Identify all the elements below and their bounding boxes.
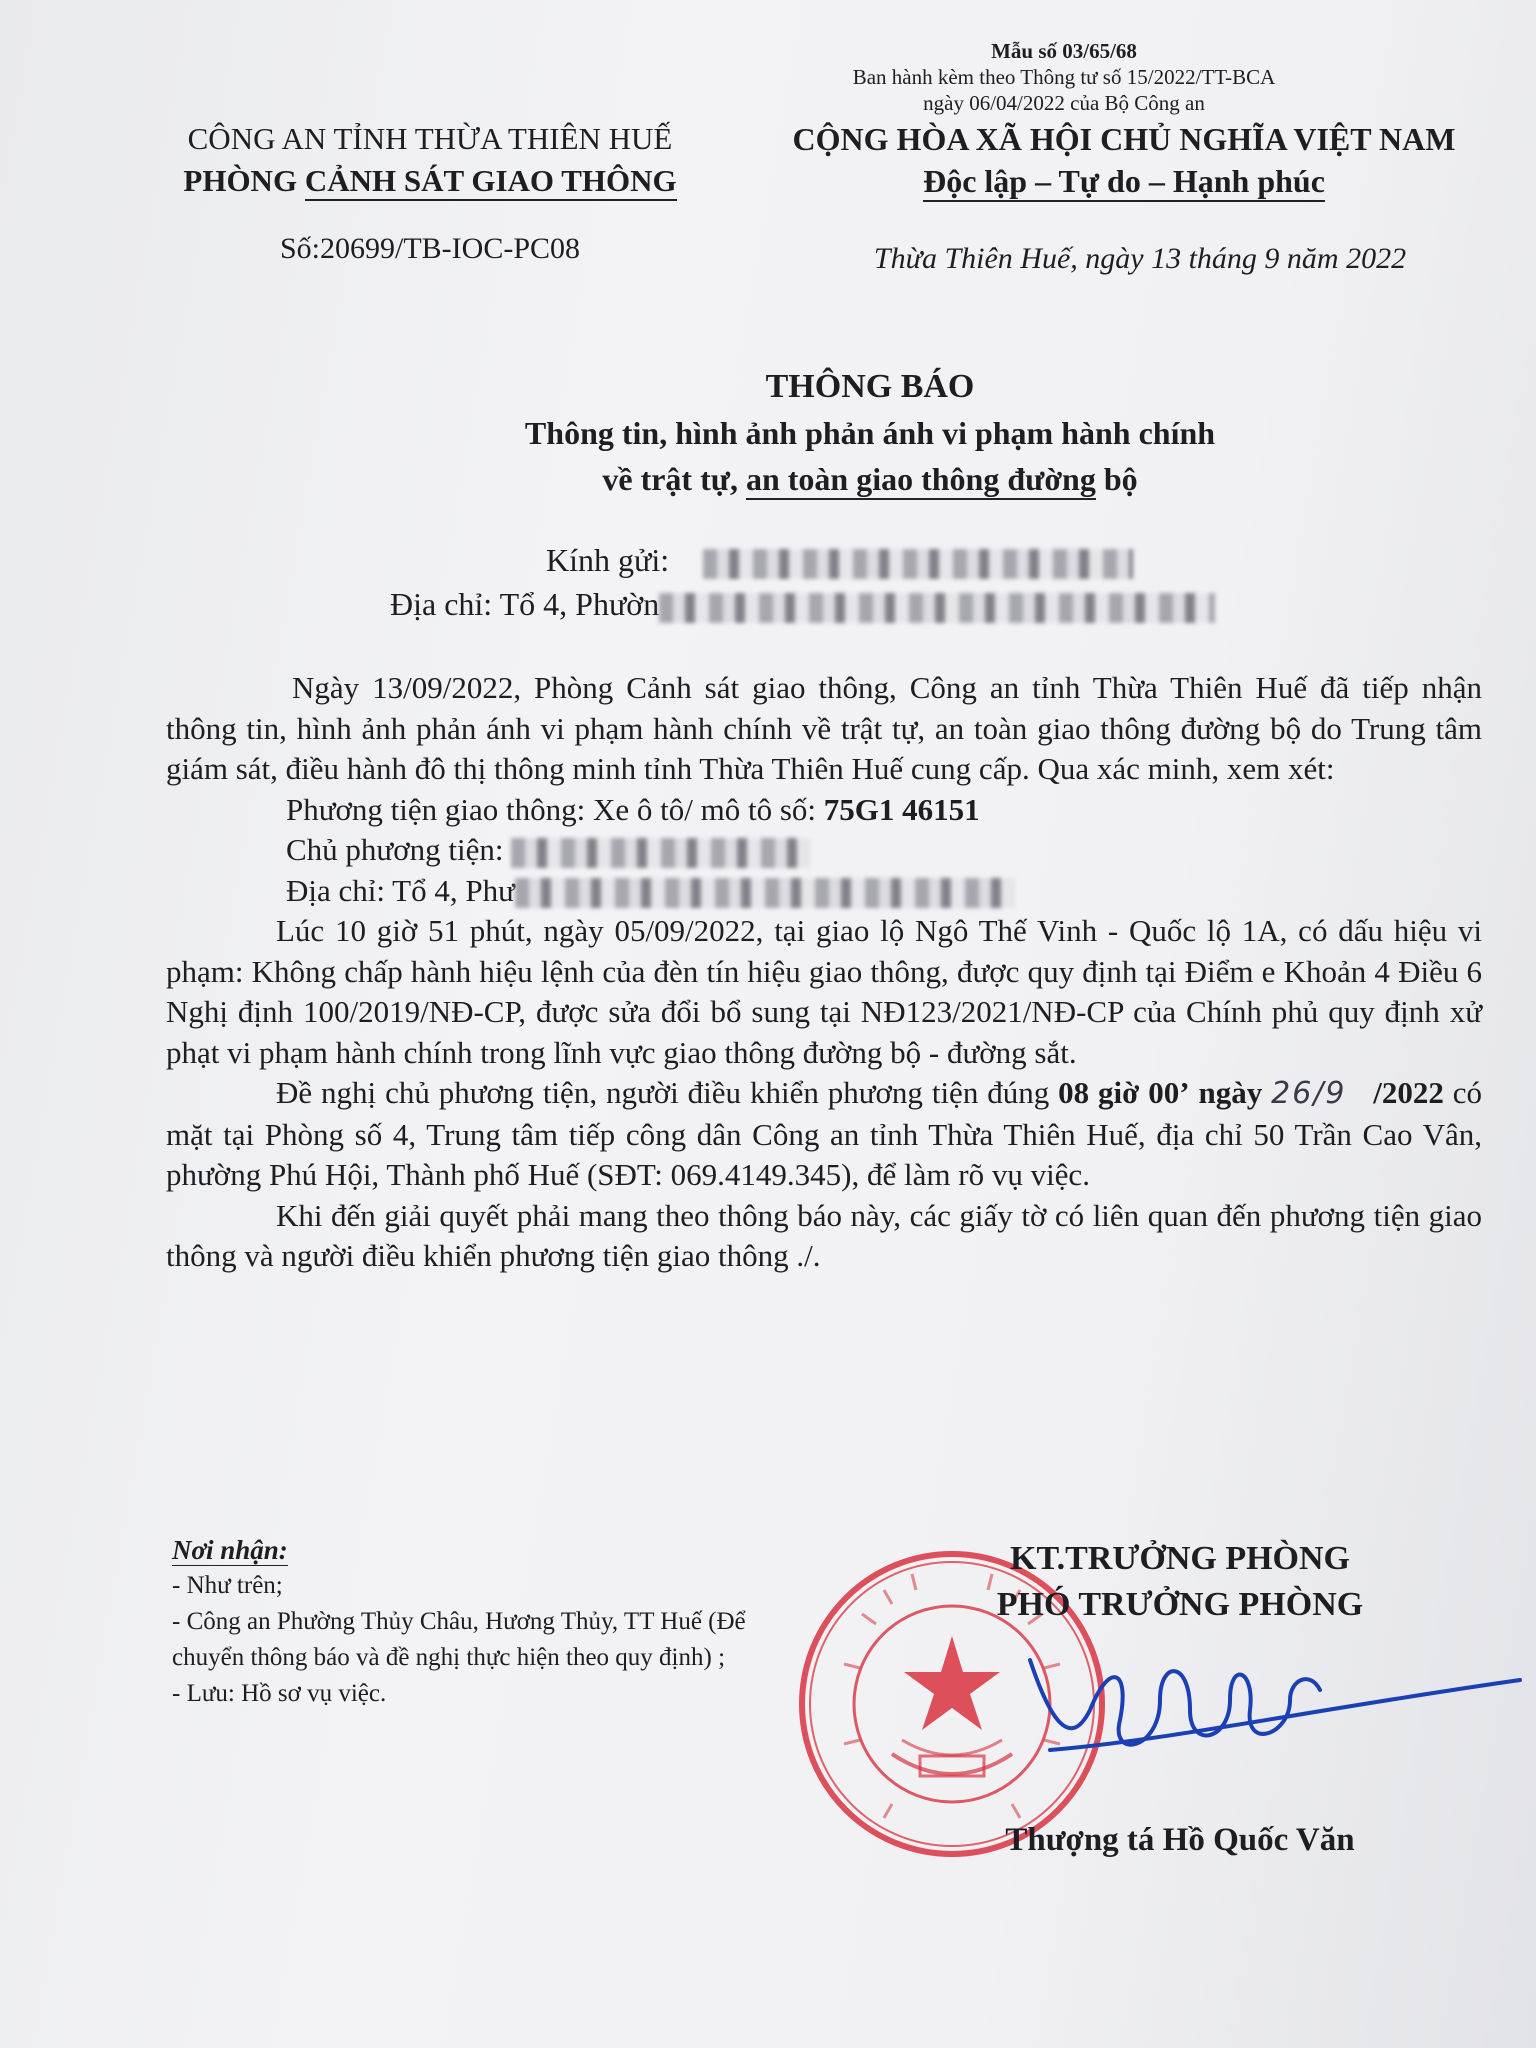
redacted-recipient-name	[703, 549, 1133, 579]
agency-parent: CÔNG AN TỈNH THỪA THIÊN HUẾ	[187, 121, 673, 156]
handwritten-signature-icon	[990, 1640, 1530, 1770]
document-title	[250, 364, 1490, 502]
agency-header	[140, 118, 720, 202]
form-issued-date: ngày 06/04/2022 của Bộ Công an	[923, 91, 1205, 115]
handwritten-date: 26/9	[1271, 1076, 1347, 1111]
recipients-list	[172, 1532, 812, 1712]
appointment-year: /2022	[1373, 1075, 1444, 1110]
owner-address-line: Địa chỉ: Tổ 4, Phư	[166, 871, 1482, 912]
vehicle-plate: 75G1 46151	[823, 791, 980, 827]
paragraph-request: Đề nghị chủ phương tiện, người điều khiển phương tiện đúng 08 giờ 00’ ngày 26/9 /2022 có mặt tại Phòng số 4, Trung tâm tiếp công dân Công an tỉnh Thừa Thiên Huế, địa chỉ 50 Trần Cao Vân, phường Phú Hội, Thành phố Huế (SĐT: 069.4149.345), để làm rõ vụ việc.	[166, 1075, 1483, 1192]
redacted-owner-name	[511, 838, 811, 868]
recipient-address-label: Địa chỉ: Tổ 4, Phườn	[390, 586, 660, 622]
redacted-recipient-address	[659, 593, 1215, 623]
notice-body	[166, 668, 1482, 1277]
recipient-item: - Như trên;	[172, 1572, 283, 1599]
recipient-to-row	[390, 538, 1215, 582]
nation-motto: Độc lập – Tự do – Hạnh phúc	[748, 160, 1500, 202]
recipient-address-row	[390, 582, 1215, 626]
recipient	[390, 538, 1215, 626]
signature-title-2: PHÓ TRƯỞNG PHÒNG	[996, 1586, 1364, 1623]
vehicle-line: Phương tiện giao thông: Xe ô tô/ mô tô số: 75G1 46151	[286, 791, 980, 827]
recipient-item: - Lưu: Hồ sơ vụ việc.	[172, 1680, 387, 1707]
form-issued-with: Ban hành kèm theo Thông tư số 15/2022/TT-BCA	[852, 65, 1276, 89]
signature-block	[900, 1536, 1460, 1628]
national-header	[748, 118, 1500, 202]
title-subtitle-2: về trật tự, an toàn giao thông đường bộ	[250, 456, 1490, 502]
date-line: Thừa Thiên Huế, ngày 13 tháng 9 năm 2022	[873, 242, 1407, 275]
owner-line: Chủ phương tiện:	[166, 830, 1482, 871]
document-number: Số:20699/TB-IOC-PC08	[279, 232, 581, 265]
agency-department	[140, 160, 720, 202]
signer-name: Thượng tá Hồ Quốc Văn	[1005, 1822, 1355, 1858]
appointment-time: 08 giờ 00’	[1058, 1075, 1190, 1110]
redacted-owner-address	[515, 878, 1015, 908]
agency-dept-prefix: PHÒNG	[183, 163, 305, 198]
nation-name: CỘNG HÒA XÃ HỘI CHỦ NGHĨA VIỆT NAM	[792, 121, 1456, 157]
paragraph-final: Khi đến giải quyết phải mang theo thông báo này, các giấy tờ có liên quan đến phương tiện giao thông và người điều khiển phương tiện giao thông ./.	[166, 1197, 1482, 1273]
paragraph-intro: Ngày 13/09/2022, Phòng Cảnh sát giao thông, Công an tỉnh Thừa Thiên Huế đã tiếp nhận thông tin, hình ảnh phản ánh vi phạm hành chính về trật tự, an toàn giao thông đường bộ do Trung tâm giám sát, điều hành đô thị thông minh tỉnh Thừa Thiên Huế cung cấp. Qua xác minh, xem xét:	[166, 670, 1482, 786]
title-subtitle-1: Thông tin, hình ảnh phản ánh vi phạm hành chính	[524, 415, 1216, 451]
form-number: Mẫu số 03/65/68	[991, 39, 1137, 63]
form-reference	[784, 38, 1344, 116]
recipient-to-label: Kính gửi:	[546, 542, 670, 578]
signature-title-1: KT.TRƯỞNG PHÒNG	[1010, 1540, 1350, 1577]
agency-dept-name: CẢNH SÁT GIAO THÔNG	[305, 163, 677, 201]
recipient-item: - Công an Phường Thủy Châu, Hương Thủy, TT Huế (Để chuyển thông báo và đề nghị thực hiện theo quy định) ;	[172, 1608, 746, 1671]
recipients-heading: Nơi nhận:	[172, 1535, 288, 1565]
paragraph-violation: Lúc 10 giờ 51 phút, ngày 05/09/2022, tại giao lộ Ngô Thế Vinh - Quốc lộ 1A, có dấu hiệu vi phạm: Không chấp hành hiệu lệnh của đèn tín hiệu giao thông, được quy định tại Điểm e Khoản 4 Điều 6 Nghị định 100/2019/NĐ-CP, được sửa đổi bổ sung tại NĐ123/2021/NĐ-CP của Chính phủ quy định xử phạt vi phạm hành chính trong lĩnh vực giao thông đường bộ - đường sắt.	[166, 913, 1482, 1070]
title-main: THÔNG BÁO	[765, 368, 975, 405]
